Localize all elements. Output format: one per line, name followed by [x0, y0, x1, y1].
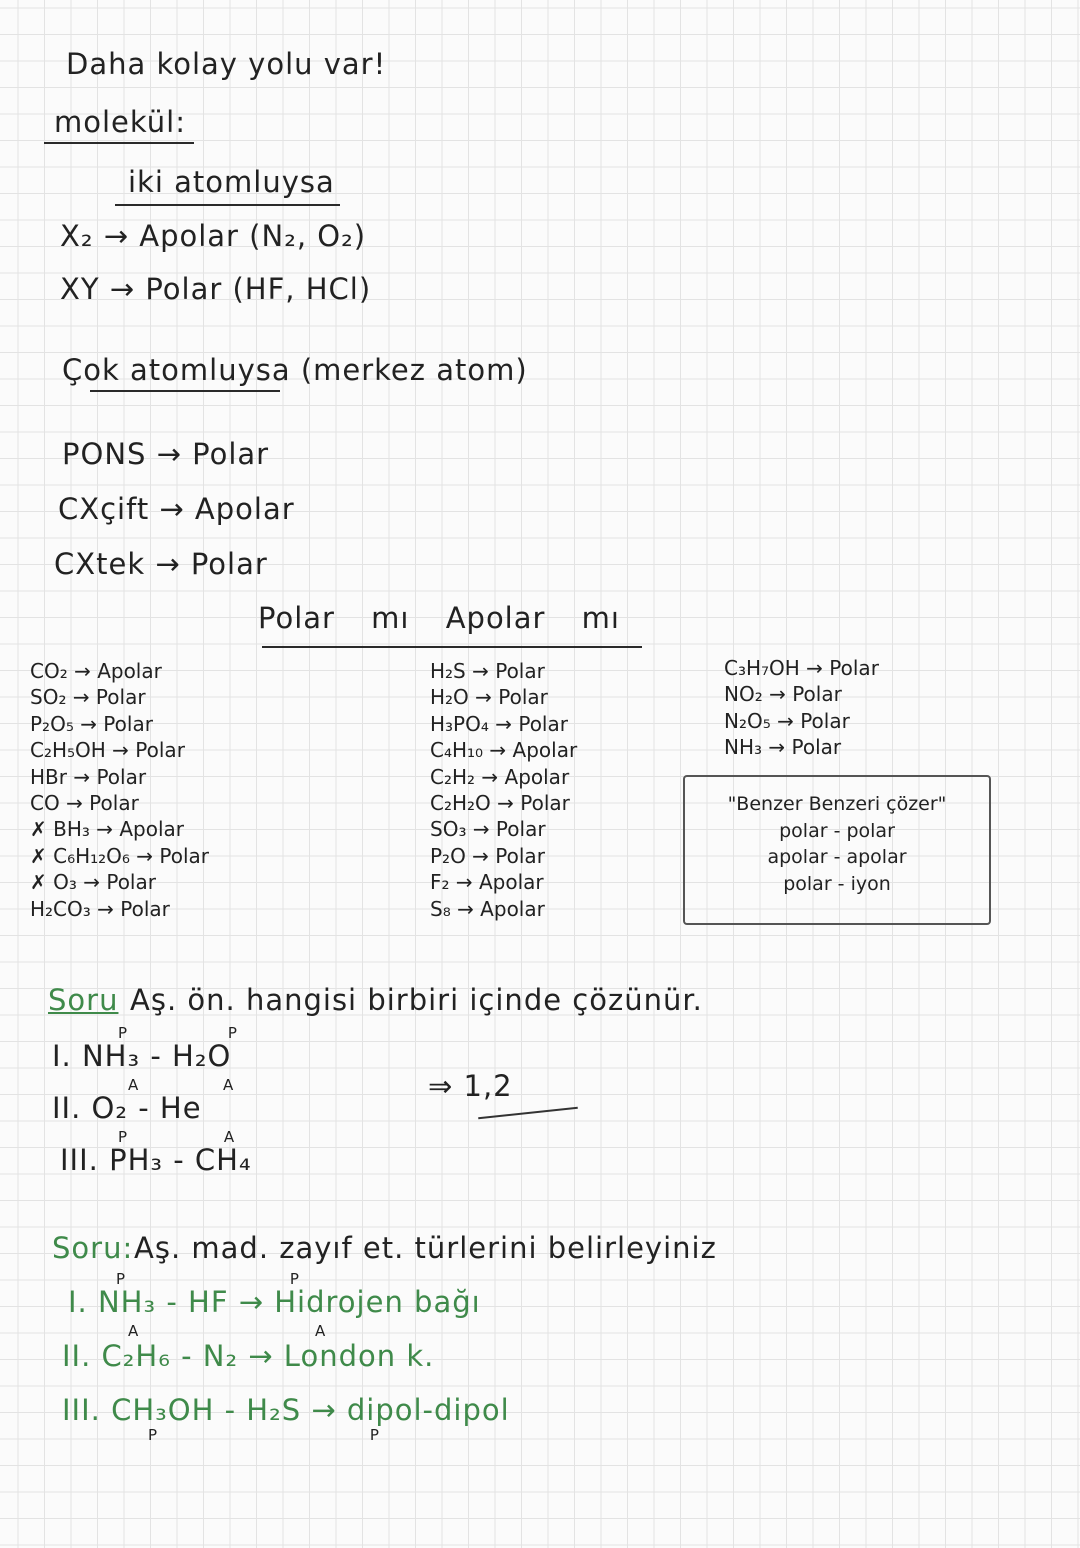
list-item: ✗ BH₃ → Apolar [30, 817, 185, 842]
polyatomic-rule-pons: PONS → Polar [62, 437, 270, 471]
diatomic-title: iki atomluysa [128, 165, 335, 199]
question-2-item-3: III. CH₃OH - H₂S → dipol-dipol [62, 1393, 510, 1427]
polarity-mark: P P [148, 1426, 483, 1444]
list-item: S₈ → Apolar [430, 896, 545, 921]
polarity-mark: A A [128, 1076, 274, 1094]
question-2-item-1: I. NH₃ - HF → Hidrojen bağı [68, 1285, 481, 1319]
question-2-text: Aş. mad. zayıf et. türlerini belirleyiniz [134, 1231, 717, 1265]
question-1-answer: ⇒ 1,2 [428, 1069, 513, 1103]
list-item: NO₂ → Polar [724, 682, 842, 707]
like-dissolves-like-box [683, 775, 991, 925]
diatomic-rule-polar: XY → Polar (HF, HCl) [60, 272, 372, 306]
question-1-item-1: I. NH₃ - H₂O [52, 1039, 232, 1073]
table-title-underline [262, 646, 642, 648]
polarity-mark: P P [118, 1024, 285, 1042]
list-item: P₂O → Polar [430, 843, 545, 868]
polarity-mark: P A [118, 1128, 281, 1146]
list-item: C₄H₁₀ → Apolar [430, 738, 578, 763]
polarity-mark: A A [128, 1322, 412, 1340]
polarity-mark: P P [116, 1270, 379, 1288]
box-item: polar - polar [779, 819, 895, 842]
question-1-item-2: II. O₂ - He [52, 1091, 202, 1125]
box-title: "Benzer Benzeri çözer" [727, 793, 947, 815]
list-item: H₂O → Polar [430, 685, 548, 710]
list-item: C₂H₂ → Apolar [430, 764, 570, 789]
box-item: polar - iyon [783, 872, 891, 895]
list-item: H₂S → Polar [430, 659, 545, 683]
list-item: H₂CO₃ → Polar [30, 896, 170, 921]
list-item: CO → Polar [30, 790, 139, 815]
list-item: C₂H₂O → Polar [430, 790, 570, 815]
list-item: SO₃ → Polar [430, 817, 546, 842]
list-item: CO₂ → Apolar [30, 659, 162, 683]
list-item: N₂O₅ → Polar [724, 708, 850, 733]
list-item: NH₃ → Polar [724, 735, 842, 760]
box-item: apolar - apolar [767, 846, 907, 869]
polyatomic-underline [90, 390, 280, 392]
polyatomic-rule-cx-single: CXtek → Polar [54, 547, 268, 581]
list-item: F₂ → Apolar [430, 870, 544, 895]
table-title: Polar mı Apolar mı [258, 601, 620, 635]
list-item: C₃H₇OH → Polar [724, 656, 879, 680]
list-item: H₃PO₄ → Polar [430, 711, 568, 736]
diatomic-underline [115, 204, 340, 206]
question-1-text: Aş. ön. hangisi birbiri içinde çözünür. [130, 983, 703, 1017]
question-1-label: Soru [48, 983, 119, 1017]
question-2-label: Soru: [52, 1231, 134, 1265]
polarity-column-3 [724, 655, 879, 761]
list-item: HBr → Polar [30, 764, 147, 789]
polyatomic-title: Çok atomluysa (merkez atom) [62, 353, 528, 387]
list-item: P₂O₅ → Polar [30, 711, 153, 736]
polarity-column-2 [430, 658, 577, 922]
polarity-column-1 [30, 658, 209, 922]
molecule-label: molekül: [54, 105, 187, 139]
list-item: C₂H₅OH → Polar [30, 738, 185, 763]
list-item: ✗ C₆H₁₂O₆ → Polar [30, 843, 210, 868]
answer-arrow-icon [478, 1107, 578, 1119]
question-1-item-3: III. PH₃ - CH₄ [60, 1143, 252, 1177]
molecule-underline [44, 142, 194, 144]
note-heading: Daha kolay yolu var! [66, 47, 387, 81]
list-item: SO₂ → Polar [30, 685, 146, 710]
question-2-item-2: II. C₂H₆ - N₂ → London k. [62, 1339, 435, 1373]
diatomic-rule-apolar: X₂ → Apolar (N₂, O₂) [60, 219, 367, 253]
list-item: ✗ O₃ → Polar [30, 870, 156, 895]
polyatomic-rule-cx-double: CXçift → Apolar [58, 492, 295, 526]
